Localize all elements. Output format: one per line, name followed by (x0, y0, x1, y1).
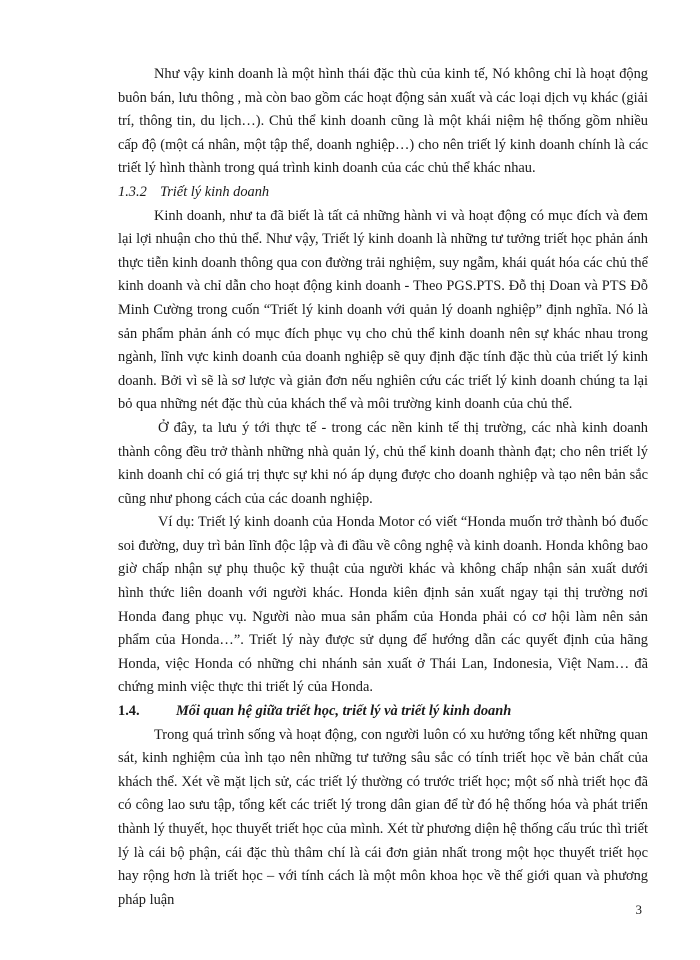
paragraph-business-philosophy: Kinh doanh, như ta đã biết là tất cả những hành vi và hoạt động có mục đích và đem lại lợi nhuận cho thủ thể. Như vậy, Triết lý kinh doanh là những tư tưởng triết học phản ánh thực tiễn kinh doanh thông qua con đường trải nghiệm, suy ngẫm, khái quát hóa các chủ thể kinh doanh và chỉ dẫn cho hoạt động kinh doanh - Theo PGS.PTS. Đỗ thị Doan và PTS Đỗ Minh Cường trong cuốn “Triết lý kinh doanh với quản lý doanh nghiệp” định nghĩa. Nó là sản phẩm phản ánh có mục đích phục vụ cho chủ thể kinh doanh nên sự khác nhau trong ngành, lĩnh vực kinh doanh của doanh nghiệp sẽ quy định đặc tính đặc thù của triết lý kinh doanh. Bởi vì sẽ là sơ lược và giản đơn nếu nghiên cứu các triết lý kinh doanh chúng ta lại bỏ qua những nét đặc thù của khách thể và môi trường kinh doanh của chủ thể. (118, 207, 648, 413)
section-heading-1-3-2 (118, 181, 648, 205)
paragraph-honda-example: Ví dụ: Triết lý kinh doanh của Honda Motor có viết “Honda muốn trở thành bó đuốc soi đường, duy trì bản lĩnh độc lập và đi đầu về công nghệ và kinh doanh. Honda không bao giờ chấp nhận sự phụ thuộc kỹ thuật của người khác và không chấp nhận sản xuất dưới hình thức liên doanh với người khác. Honda kiên định sản xuất ngay tại thị trường nơi Honda đang phục vụ. Người nào mua sản phẩm của Honda phải có cơ hội làm nên sản phẩm của Honda…”. Triết lý này được sử dụng để hướng dẫn các quyết định của hãng Honda, việc Honda có những chi nhánh sản xuất ở Thái Lan, Indonesia, Việt Nam… đã chứng minh việc thực thi triết lý của Honda. (118, 514, 648, 696)
document-body (118, 63, 648, 912)
section-title: Mối quan hệ giữa triết học, triết lý và triết lý kinh doanh (176, 703, 512, 720)
section-number: 1.4. (118, 703, 140, 720)
section-title: Triết lý kinh doanh (160, 183, 270, 200)
paragraph-market-economy: Ở đây, ta lưu ý tới thực tế - trong các nền kinh tế thị trường, các nhà kinh doanh thành công đều trở thành những nhà quản lý, chủ thể kinh doanh thành đạt; cho nên triết lý kinh doanh chỉ có giá trị thực sự khi nó áp dụng được cho doanh nghiệp và tạo nên bản sắc cũng như phong cách của các doanh nghiệp. (118, 419, 648, 507)
section-number: 1.3.2 (118, 183, 147, 200)
section-heading-1-4 (118, 700, 648, 724)
page-number: 3 (635, 902, 642, 917)
paragraph-business-definition: Như vậy kinh doanh là một hình thái đặc thù của kinh tế, Nó không chỉ là hoạt động buôn bán, lưu thông , mà còn bao gồm các hoạt động sản xuất và các loại dịch vụ khác (giải trí, thông tin, du lịch…). Chủ thể kinh doanh cũng là một khái niệm hệ thống gồm nhiều cấp độ (một cá nhân, một tập thể, doanh nghiệp…) cho nên triết lý kinh doanh chính là các triết lý hình thành trong quá trình kinh doanh của các chủ thể khác nhau. (118, 66, 648, 177)
paragraph-philosophy-relationship: Trong quá trình sống và hoạt động, con người luôn có xu hưởng tổng kết những quan sát, kinh nghiệm của ình tạo nên những tư tưởng sâu sắc có tính triết học về bản chất của khách thể. Xét về mặt lịch sử, các triết lý thường có trước triết học; một số nhà triết học đã có công lao sưu tập, tổng kết các triết lý trong dân gian để từ đó hệ thống hóa và phát triển thành lý thuyết, học thuyết triết học của mình. Xét từ phương diện hệ thống cấu trúc thì triết lý là cái bộ phận, cái đặc thù thâm chí là cái đơn giản nhất trong một học thuyết triết học hay rộng hơn là triết học – với tính cách là một môn khoa học về thế giới quan và phương pháp luận (118, 726, 648, 908)
